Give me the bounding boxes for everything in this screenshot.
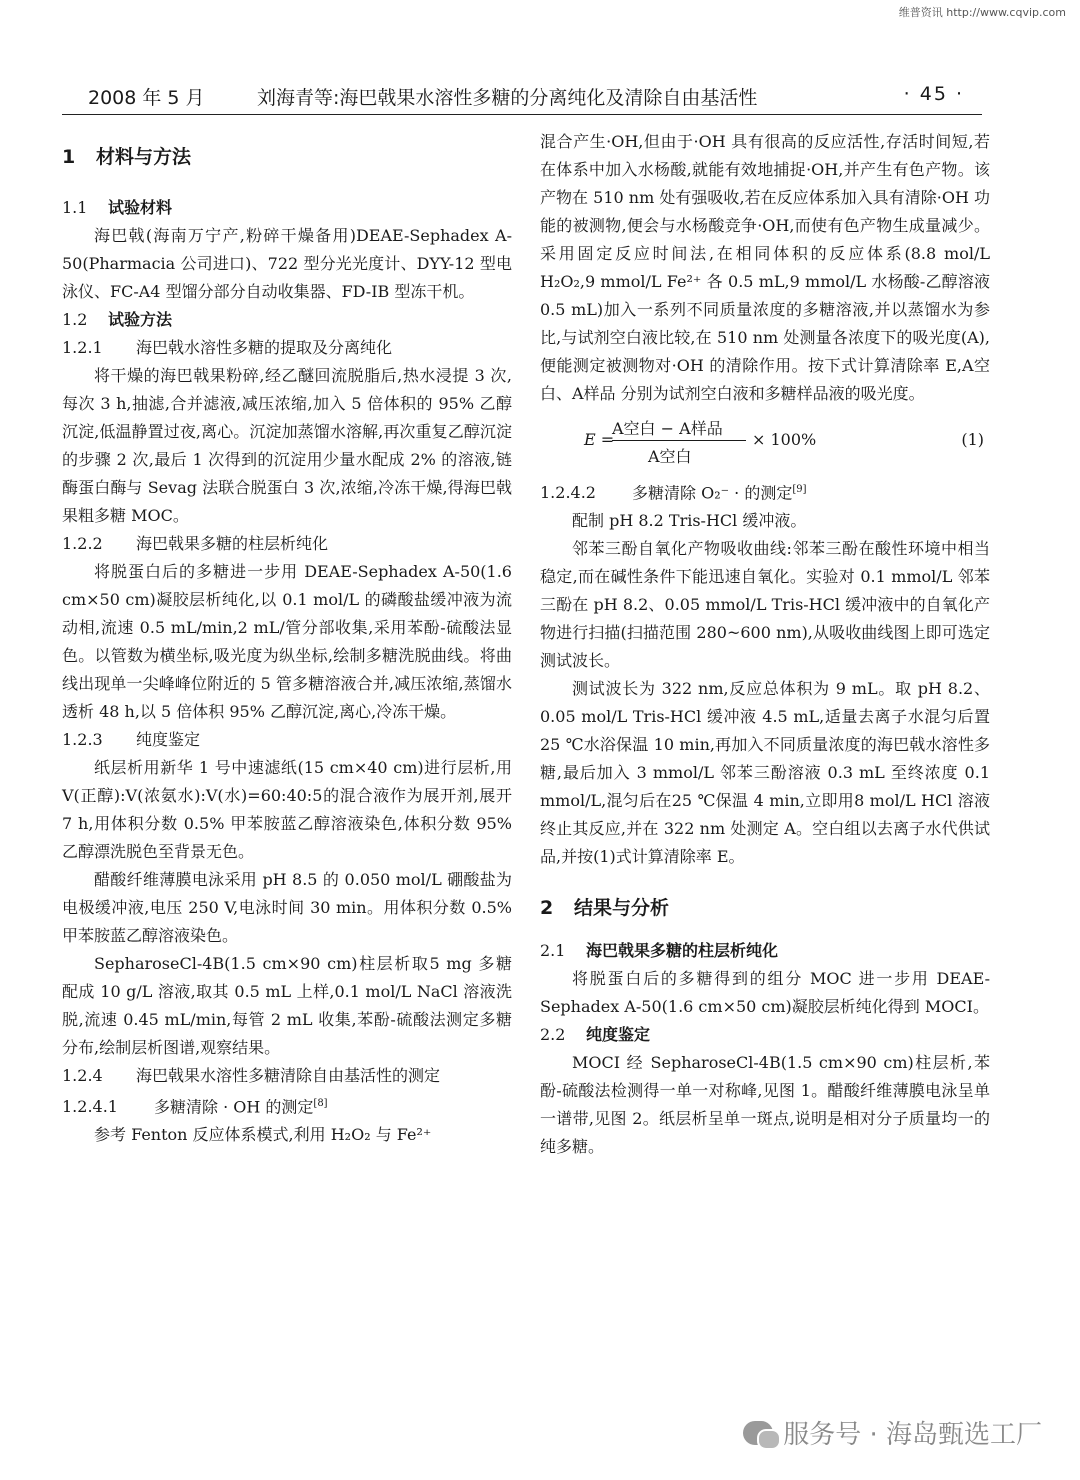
- running-header: [62, 80, 982, 115]
- site-watermark-text: 维普资讯 http://www.cqvip.com: [898, 6, 1066, 19]
- page-number: · 45 ·: [903, 83, 964, 105]
- subsection-heading: 2.2 纯度鉴定: [540, 1025, 651, 1045]
- subsection-heading: 1.2 试验方法: [62, 310, 173, 329]
- subsubsection-heading: 1.2.2 海巴戟果多糖的柱层析纯化: [62, 534, 329, 553]
- equation-numerator: A空白 − A样品: [612, 419, 723, 438]
- watermark-text: 服务号 · 海岛甄选工厂: [783, 1420, 1042, 1450]
- subsubsection-heading: 1.2.1 海巴戟水溶性多糖的提取及分离纯化: [62, 338, 393, 357]
- subsubsection-heading: 1.2.3 纯度鉴定: [62, 730, 201, 749]
- paragraph: MOCI 经 SepharoseCl-4B(1.5 cm×90 cm)柱层析,苯酚-硫酸法检测得一单一对称峰,见图 1。醋酸纤维薄膜电泳呈单一谱带,见图 2。纸层析呈单一斑点,说明是相对分子质量均一的纯多糖。: [540, 1053, 990, 1157]
- citation: [8]: [313, 1098, 328, 1109]
- fraction-bar: [612, 440, 746, 441]
- paragraph: 醋酸纤维薄膜电泳采用 pH 8.5 的 0.050 mol/L 硼酸盐为电极缓冲液,电压 250 V,电泳时间 30 min。用体积分数 0.5% 甲苯胺蓝乙醇溶液染色。: [62, 870, 512, 945]
- header-article-title: 刘海青等:海巴戟果水溶性多糖的分离纯化及清除自由基活性: [257, 87, 758, 109]
- equation-1: [540, 414, 990, 472]
- paragraph: 纸层析用新华 1 号中速滤纸(15 cm×40 cm)进行层析,用 V(正醇):V(浓氨水):V(水)=60:40:5的混合液作为展开剂,展开 7 h,用体积分数 0.5% 甲苯胺蓝乙醇溶液染色,体积分数 95% 乙醇漂洗脱色至背景无色。: [62, 758, 512, 861]
- equation-number: (1): [961, 430, 984, 449]
- section-heading: 1 材料与方法: [62, 146, 192, 168]
- paragraph: 海巴戟(海南万宁产,粉碎干燥备用)DEAE-Sephadex A-50(Pharmacia 公司进口)、722 型分光光度计、DYY-12 型电泳仪、FC-A4 型馏分部分自动收集器、FD-IB 型冻干机。: [62, 226, 512, 301]
- right-column: [540, 128, 990, 1161]
- section-heading: 2 结果与分析: [540, 897, 670, 920]
- paragraph: 将脱蛋白后的多糖得到的组分 MOC 进一步用 DEAE-Sephadex A-50(1.6 cm×50 cm)凝胶层析纯化得到 MOCI。: [540, 969, 990, 1017]
- subsubsection-heading: 1.2.4 海巴戟果水溶性多糖清除自由基活性的测定: [62, 1066, 441, 1085]
- equation-denominator: A空白: [648, 447, 692, 466]
- paragraph: SepharoseCl-4B(1.5 cm×90 cm)柱层析取5 mg 多糖配成 10 g/L 溶液,取其 0.5 mL 上样,0.1 mol/L NaCl 溶液洗脱,流速 0.45 mL/min,每管 2 mL 收集,苯酚-硫酸法测定多糖分布,绘制层析图谱,观察结果。: [62, 954, 512, 1057]
- citation: [9]: [792, 484, 807, 495]
- header-date: 2008 年 5 月: [88, 87, 205, 109]
- paragraph: 将干燥的海巴戟果粉碎,经乙醚回流脱脂后,热水浸提 3 次,每次 3 h,抽滤,合并滤液,减压浓缩,加入 5 倍体积的 95% 乙醇沉淀,低温静置过夜,离心。沉淀加蒸馏水溶解,再次重复乙醇沉淀的步骤 2 次,最后 1 次得到的沉淀用少量水配成 2% 的溶液,链酶蛋白酶与 Sevag 法联合脱蛋白 3 次,浓缩,冷冻干燥,得海巴戟果粗多糖 MOC。: [62, 366, 512, 525]
- left-column: [62, 128, 512, 1149]
- paragraph: 测试波长为 322 nm,反应总体积为 9 mL。取 pH 8.2、0.05 mol/L Tris-HCl 缓冲液 4.5 mL,适量去离子水混匀后置25 ℃水浴保温 10 min,再加入不同质量浓度的海巴戟水溶性多糖,最后加入 3 mmol/L 邻苯三酚溶液 0.3 mL 至终浓度 0.1 mmol/L,混匀后在25 ℃保温 4 min,立即用8 mol/L HCl 溶液终止其反应,并在 322 nm 处测定 A。空白组以去离子水代供试品,并按(1)式计算清除率 E。: [540, 679, 990, 867]
- equation-lhs: E =: [584, 430, 615, 449]
- paragraph: 配制 pH 8.2 Tris-HCl 缓冲液。: [572, 511, 807, 531]
- wechat-icon: [743, 1421, 773, 1445]
- subsection-heading: 2.1 海巴戟果多糖的柱层析纯化: [540, 941, 779, 961]
- equation-multiplier: × 100%: [752, 430, 817, 449]
- subsubsection-heading: 1.2.4.1 多糖清除 · OH 的测定[8]: [62, 1097, 328, 1117]
- paragraph: 将脱蛋白后的多糖进一步用 DEAE-Sephadex A-50(1.6 cm×50 cm)凝胶层析纯化,以 0.1 mol/L 的磷酸盐缓冲液为流动相,流速 0.5 mL/min,2 mL/管分部收集,采用苯酚-硫酸法显色。以管数为横坐标,吸光度为纵坐标,绘制多糖洗脱曲线。将曲线出现单一尖峰峰位附近的 5 管多糖溶液合并,减压浓缩,蒸馏水透析 48 h,以 5 倍体积 95% 乙醇沉淀,离心,冷冻干燥。: [62, 562, 512, 721]
- subsection-heading: 1.1 试验材料: [62, 198, 173, 217]
- subsubsection-heading: 1.2.4.2 多糖清除 O₂⁻ · 的测定[9]: [540, 483, 807, 503]
- paragraph: 混合产生·OH,但由于·OH 具有很高的反应活性,存活时间短,若在体系中加入水杨酸,就能有效地捕捉·OH,并产生有色产物。该产物在 510 nm 处有强吸收,若在反应体系加入具有清除·OH 功能的被测物,便会与水杨酸竞争·OH,而使有色产物生成量减少。采用固定反应时间法,在相同体积的反应体系(8.8 mol/L H₂O₂,9 mmol/L Fe²⁺ 各 0.5 mL,9 mmol/L 水杨酸-乙醇溶液 0.5 mL)加入一系列不同质量浓度的多糖溶液,并以蒸馏水为参比,与试剂空白液比较,在 510 nm 处测量各浓度下的吸光度(A),便能测定被测物对·OH 的清除作用。按下式计算清除率 E,A空白、A样品 分别为试剂空白液和多糖样品液的吸光度。: [540, 132, 990, 403]
- paragraph: 参考 Fenton 反应体系模式,利用 H₂O₂ 与 Fe²⁺: [94, 1125, 432, 1145]
- paragraph: 邻苯三酚自氧化产物吸收曲线:邻苯三酚在酸性环境中相当稳定,而在碱性条件下能迅速自氧化。实验对 0.1 mmol/L 邻苯三酚在 pH 8.2、0.05 mmol/L Tris-HCl 缓冲液中的自氧化产物进行扫描(扫描范围 280~600 nm),从吸收曲线图上即可选定测试波长。: [540, 539, 990, 671]
- service-account-watermark: [743, 1414, 1042, 1451]
